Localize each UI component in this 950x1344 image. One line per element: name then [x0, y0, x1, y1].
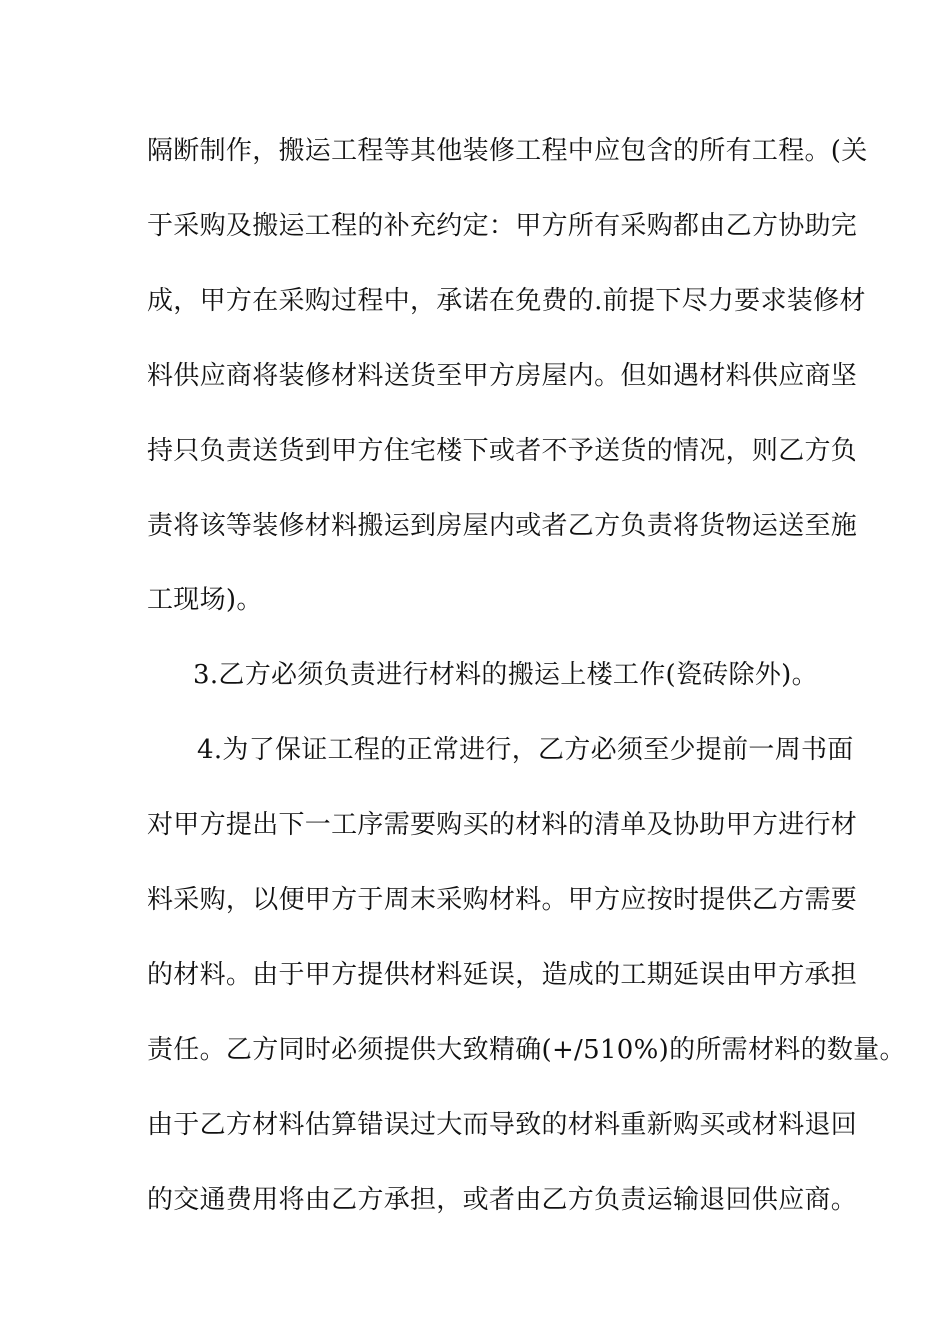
paragraph-line: 由于乙方材料估算错误过大而导致的材料重新购买或材料退回 [147, 1110, 858, 1140]
paragraph-line: 隔断制作，搬运工程等其他装修工程中应包含的所有工程。(关 [147, 136, 868, 166]
paragraph-line: 料供应商将装修材料送货至甲方房屋内。但如遇材料供应商坚 [147, 361, 858, 391]
paragraph-line: 料采购，以便甲方于周末采购材料。甲方应按时提供乙方需要 [147, 885, 858, 915]
list-item-3: 3.乙方必须负责进行材料的搬运上楼工作(瓷砖除外)。 [193, 660, 818, 690]
paragraph-line: 对甲方提出下一工序需要购买的材料的清单及协助甲方进行材 [147, 810, 858, 840]
paragraph-line: 责将该等装修材料搬运到房屋内或者乙方负责将货物运送至施 [147, 511, 858, 541]
paragraph-line: 的交通费用将由乙方承担，或者由乙方负责运输退回供应商。 [147, 1185, 858, 1215]
paragraph-line: 于采购及搬运工程的补充约定：甲方所有采购都由乙方协助完 [147, 211, 858, 241]
paragraph-line: 成，甲方在采购过程中，承诺在免费的.前提下尽力要求装修材 [147, 286, 866, 316]
paragraph-line: 工现场)。 [147, 585, 263, 615]
paragraph-line: 的材料。由于甲方提供材料延误，造成的工期延误由甲方承担 [147, 960, 858, 990]
paragraph-line: 持只负责送货到甲方住宅楼下或者不予送货的情况，则乙方负 [147, 436, 858, 466]
paragraph-line: 责任。乙方同时必须提供大致精确(+/510%)的所需材料的数量。 [147, 1035, 906, 1065]
list-item-4: 4.为了保证工程的正常进行，乙方必须至少提前一周书面 [197, 735, 854, 765]
